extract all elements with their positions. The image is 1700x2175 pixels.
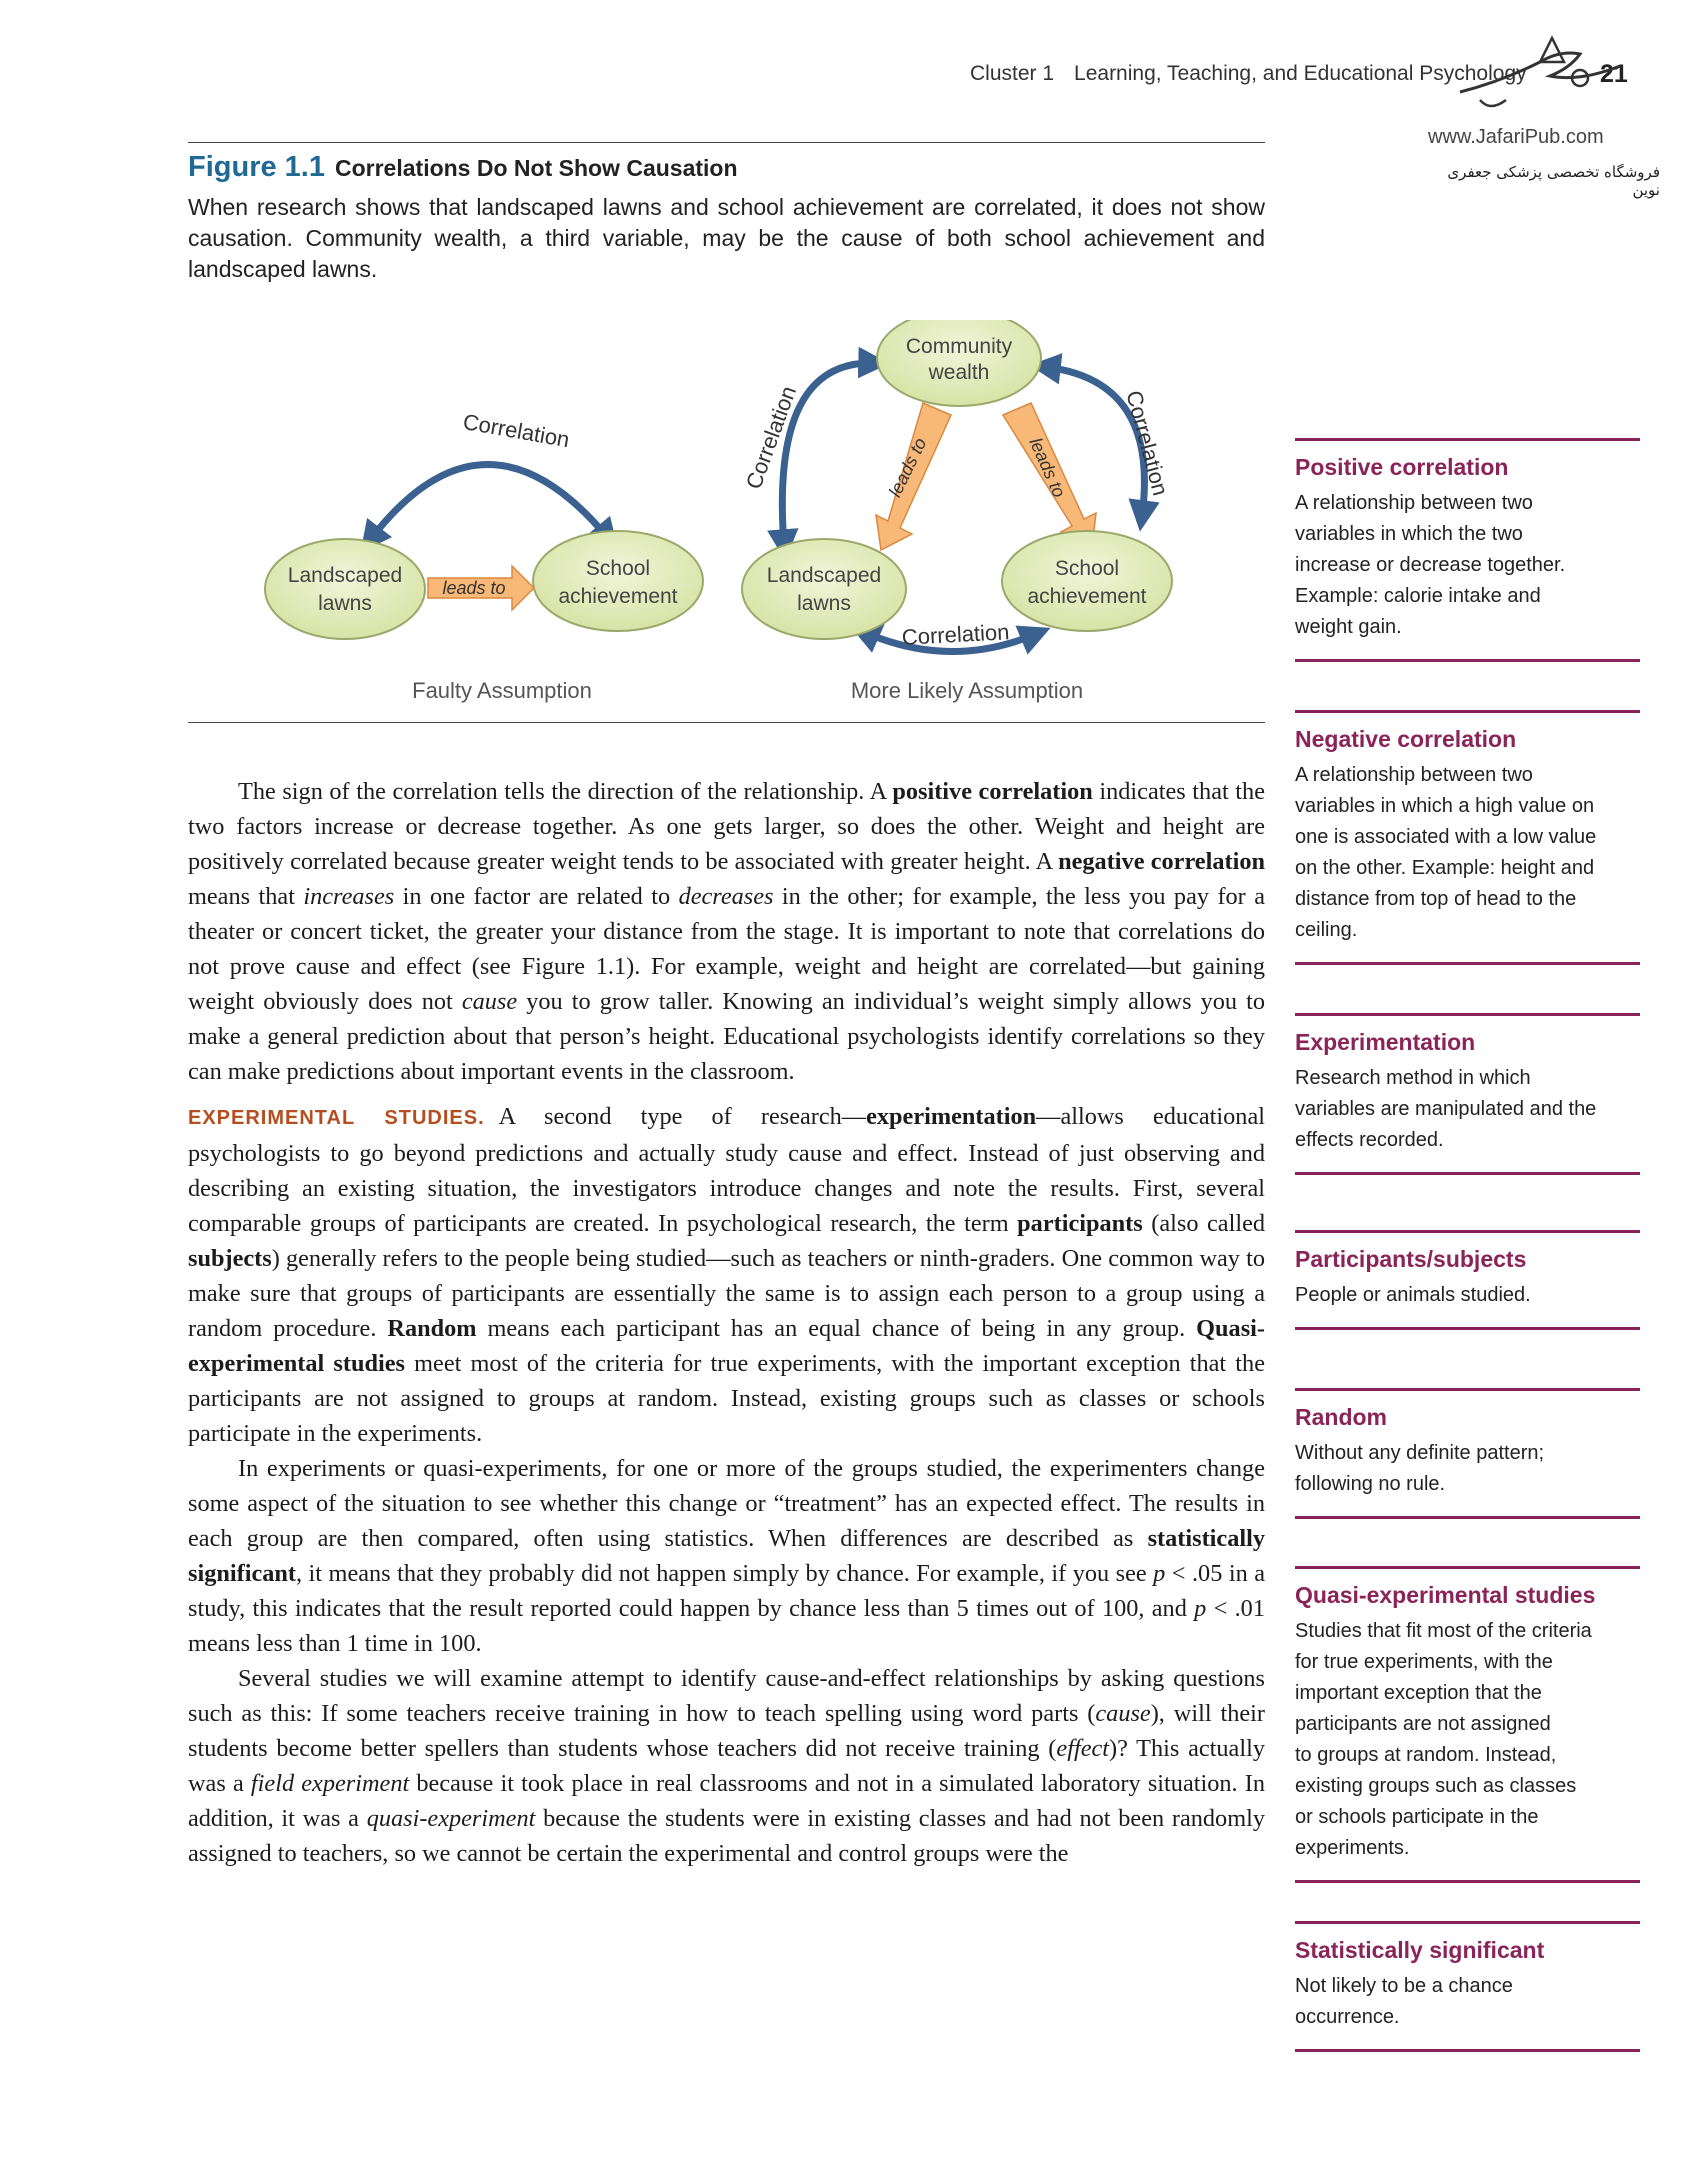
glossary-definition-line: weight gain. (1295, 616, 1402, 638)
left-arc-label: Correlation (461, 408, 572, 453)
glossary-bottom-bar (1295, 2049, 1640, 2052)
glossary-top-bar (1295, 1388, 1640, 1391)
paragraph-correlation-sign (188, 774, 1265, 1089)
glossary-definition (1295, 1616, 1640, 1864)
glossary-top-bar (1295, 1230, 1640, 1233)
emphasis: decreases (678, 883, 774, 910)
left-leads-to-label: leads to (442, 578, 506, 598)
paragraph-experiments (188, 1451, 1265, 1661)
glossary-definition-line: Example: calorie intake and (1295, 585, 1541, 607)
glossary-negative-correlation (1295, 710, 1640, 965)
emphasis: p (1153, 1560, 1166, 1587)
key-term: experimentation (866, 1103, 1037, 1130)
text-run: —allows educational psychologists to go beyond predictions and actually study cause and effect. Instead of just observing and describing an existing situation, the investigators introduce changes and note the results. First, several comparable groups of participants are created. In psychological research, the term (188, 1103, 1265, 1237)
glossary-bottom-bar (1295, 1327, 1640, 1330)
glossary-definition-line: A relationship between two (1295, 492, 1533, 514)
key-term: participants (1017, 1210, 1143, 1237)
text-run: A second type of research— (498, 1103, 867, 1130)
right-arc-left-label: Correlation (740, 382, 802, 493)
page-number: 21 (1600, 60, 1628, 88)
glossary-term: Experimentation (1295, 1029, 1476, 1055)
glossary-definition-line: Research method in which (1295, 1067, 1531, 1089)
glossary-definition-line: important exception that the (1295, 1682, 1542, 1704)
glossary-definition-line: to groups at random. Instead, (1295, 1744, 1557, 1766)
right-arc-right-label: Correlation (1121, 387, 1174, 499)
glossary-definition-line: People or animals studied. (1295, 1284, 1531, 1306)
emphasis: p (1194, 1595, 1207, 1622)
right-node-community-label-2: wealth (928, 361, 990, 384)
right-leads-to-label-left: leads to (884, 434, 931, 501)
glossary-top-bar (1295, 438, 1640, 441)
left-correlation-arc (370, 464, 608, 540)
left-node-school-label-2: achievement (558, 585, 678, 608)
glossary-term: Random (1295, 1404, 1387, 1430)
glossary-definition-line: on the other. Example: height and (1295, 857, 1595, 879)
glossary-random (1295, 1388, 1640, 1519)
glossary-definition-line: experiments. (1295, 1837, 1410, 1859)
left-caption: Faulty Assumption (412, 678, 592, 703)
right-node-lawns-label-2: lawns (797, 592, 851, 615)
right-node-lawns (742, 539, 906, 639)
glossary-definition (1295, 760, 1640, 946)
glossary-definition-line: variables in which the two (1295, 523, 1523, 545)
right-leads-to-label-right: leads to (1025, 434, 1070, 501)
glossary-definition-line: variables are manipulated and the (1295, 1098, 1597, 1120)
figure-bottom-rule (188, 722, 1265, 723)
glossary-definition-line: A relationship between two (1295, 764, 1533, 786)
glossary-definition-line: existing groups such as classes (1295, 1775, 1577, 1797)
glossary-definition-line: or schools participate in the (1295, 1806, 1539, 1828)
glossary-definition-line: one is associated with a low value (1295, 826, 1597, 848)
glossary-term: Positive correlation (1295, 454, 1509, 480)
glossary-definition (1295, 1280, 1640, 1311)
glossary-quasi-experimental-studies (1295, 1566, 1640, 1883)
key-term: Quasi-experimental studies (188, 1315, 1265, 1377)
section-heading-experimental-studies: EXPERIMENTAL STUDIES. (188, 1107, 485, 1129)
paragraph-experimental-studies (188, 1099, 1265, 1451)
figure-number: Figure 1.1 (188, 151, 325, 183)
glossary-statistically-significant (1295, 1921, 1640, 2052)
glossary-definition-line: Without any definite pattern; (1295, 1442, 1545, 1464)
watermark-subtitle: فروشگاه تخصصی پزشکی جعفری نوین (1447, 163, 1660, 199)
glossary-definition-line: for true experiments, with the (1295, 1651, 1553, 1673)
glossary-top-bar (1295, 1566, 1640, 1569)
emphasis: effect (1056, 1735, 1110, 1762)
glossary-bottom-bar (1295, 659, 1640, 662)
text-run: you to grow taller. Knowing an individual’s weight simply allows you to make a general prediction about that person’s height. Educational psychologists identify correlations so they can make predictions about important events in the classroom. (188, 988, 1266, 1085)
watermark (1420, 22, 1680, 199)
text-run: < .01 means less than 1 time in 100. (188, 1595, 1265, 1657)
glossary-top-bar (1295, 1013, 1640, 1016)
paragraph-experimental-studies-text (188, 1103, 1265, 1447)
glossary-definition-line: effects recorded. (1295, 1129, 1444, 1151)
header-cluster: Cluster 1 (970, 62, 1055, 85)
right-node-community-label-1: Community (905, 335, 1013, 358)
key-term: subjects (188, 1245, 272, 1272)
text-run: meet most of the criteria for true experiments, with the important exception that the participants are not assigned to groups at random. Instead, existing groups such as classes or schools participate in the experiments. (188, 1350, 1265, 1447)
right-node-lawns-label-1: Landscaped (766, 564, 882, 587)
key-term: Random (387, 1315, 477, 1342)
figure-top-rule (188, 142, 1265, 143)
left-node-lawns-label-2: lawns (318, 592, 372, 615)
right-node-school (1002, 531, 1172, 631)
glossary-top-bar (1295, 710, 1640, 713)
left-node-school-label-1: School (585, 557, 651, 580)
left-node-lawns (265, 539, 425, 639)
text-run: means each participant has an equal chance of being in any group. (476, 1315, 1197, 1342)
text-run: , it means that they probably did not happen simply by chance. For example, if you see (296, 1560, 1154, 1587)
glossary-definition (1295, 1438, 1640, 1500)
glossary-definition-line: following no rule. (1295, 1473, 1446, 1495)
glossary-definition (1295, 1971, 1640, 2033)
glossary-definition-line: participants are not assigned (1295, 1713, 1551, 1735)
figure-title-text: Correlations Do Not Show Causation (335, 155, 738, 181)
text-run: In experiments or quasi-experiments, for one or more of the groups studied, the experimenters change some aspect of the situation to see whether this change or “treatment” has an expected effect. The results in each group are then compared, often using statistics. When differences are described as (188, 1455, 1265, 1552)
right-caption: More Likely Assumption (850, 678, 1084, 703)
figure-title (188, 151, 738, 184)
key-term: negative correlation (1058, 848, 1265, 875)
text-run: means that (188, 883, 304, 910)
glossary-definition-line: variables in which a high value on (1295, 795, 1595, 817)
text-run: (also called (1142, 1210, 1265, 1237)
paragraph-cause-effect (188, 1661, 1265, 1871)
figure-caption: When research shows that landscaped lawns and school achievement are correlated, it does not show causation. Community wealth, a third variable, may be the cause of both school achievement and landscaped lawns. (188, 194, 1265, 282)
glossary-definition-line: ceiling. (1295, 919, 1358, 941)
right-node-school-label-1: School (1054, 557, 1120, 580)
emphasis: cause (1095, 1700, 1151, 1727)
emphasis: quasi-experiment (366, 1805, 536, 1832)
left-node-lawns-label-1: Landscaped (287, 564, 403, 587)
key-term: positive correlation (892, 778, 1093, 805)
text-run: The sign of the correlation tells the direction of the relationship. A (238, 778, 893, 805)
text-run: because the students were in existing classes and had not been randomly assigned to teachers, so we cannot be certain the experimental and control groups were the (188, 1805, 1265, 1867)
left-node-school (533, 531, 703, 631)
glossary-experimentation (1295, 1013, 1640, 1175)
glossary-bottom-bar (1295, 1880, 1640, 1883)
glossary-term: Quasi-experimental studies (1295, 1582, 1596, 1608)
glossary-term: Negative correlation (1295, 726, 1517, 752)
glossary-top-bar (1295, 1921, 1640, 1924)
glossary-definition-line: occurrence. (1295, 2006, 1400, 2028)
glossary-bottom-bar (1295, 1516, 1640, 1519)
watermark-logo-icon (1420, 22, 1680, 126)
header-title: Learning, Teaching, and Educational Psychology (1074, 62, 1527, 85)
key-term: statistically significant (188, 1525, 1265, 1587)
glossary-definition-line: Not likely to be a chance (1295, 1975, 1513, 1997)
watermark-url: www.JafariPub.com (1428, 126, 1604, 148)
text-run: in the other; for example, the less you pay for a theater or concert ticket, the greater your distance from the stage. It is important to note that correlations do not prove cause and effect (see Figure 1.1). For example, weight and height are correlated—but gaining weight obviously does not (188, 883, 1265, 1015)
glossary-bottom-bar (1295, 1172, 1640, 1175)
glossary-definition-line: increase or decrease together. (1295, 554, 1566, 576)
emphasis: cause (461, 988, 518, 1015)
glossary-definition (1295, 1063, 1640, 1156)
glossary-definition-line: distance from top of head to the (1295, 888, 1577, 910)
glossary-participants-subjects (1295, 1230, 1640, 1330)
emphasis: increases (303, 883, 395, 910)
glossary-bottom-bar (1295, 962, 1640, 965)
emphasis: field experiment (250, 1770, 410, 1797)
text-run: in one factor are related to (394, 883, 679, 910)
right-arc-bottom-label: Correlation (901, 619, 1010, 650)
body-text (188, 774, 1265, 1871)
text-run: because it took place in real classrooms and not in a simulated laboratory situation. In addition, it was a (188, 1770, 1266, 1832)
glossary-term: Participants/subjects (1295, 1246, 1527, 1272)
text-run: )? This actually was a (188, 1735, 1265, 1797)
glossary-term: Statistically significant (1295, 1937, 1545, 1963)
text-run: ) generally refers to the people being studied—such as teachers or ninth-graders. One common way to make sure that groups of participants are essentially the same is to assign each person to a group using a random procedure. (188, 1245, 1265, 1342)
glossary-positive-correlation (1295, 438, 1640, 662)
glossary-definition-line: Studies that fit most of the criteria (1295, 1620, 1592, 1642)
right-node-school-label-2: achievement (1027, 585, 1147, 608)
text-run: < .05 in a study, this indicates that the result reported could happen by chance less than 5 times out of 100, and (188, 1560, 1265, 1622)
text-run: indicates that the two factors increase or decrease together. As one gets larger, so does the other. Weight and height are positively correlated because greater weight tends to be associated with greater height. A (188, 778, 1265, 875)
text-run: ), will their students become better spellers than students whose teachers did not receive training ( (188, 1700, 1265, 1762)
text-run: Several studies we will examine attempt to identify cause-and-effect relationships by asking questions such as this: If some teachers receive training in how to teach spelling using word parts ( (188, 1665, 1265, 1727)
figure-diagram (230, 320, 1230, 710)
glossary-definition (1295, 488, 1640, 643)
